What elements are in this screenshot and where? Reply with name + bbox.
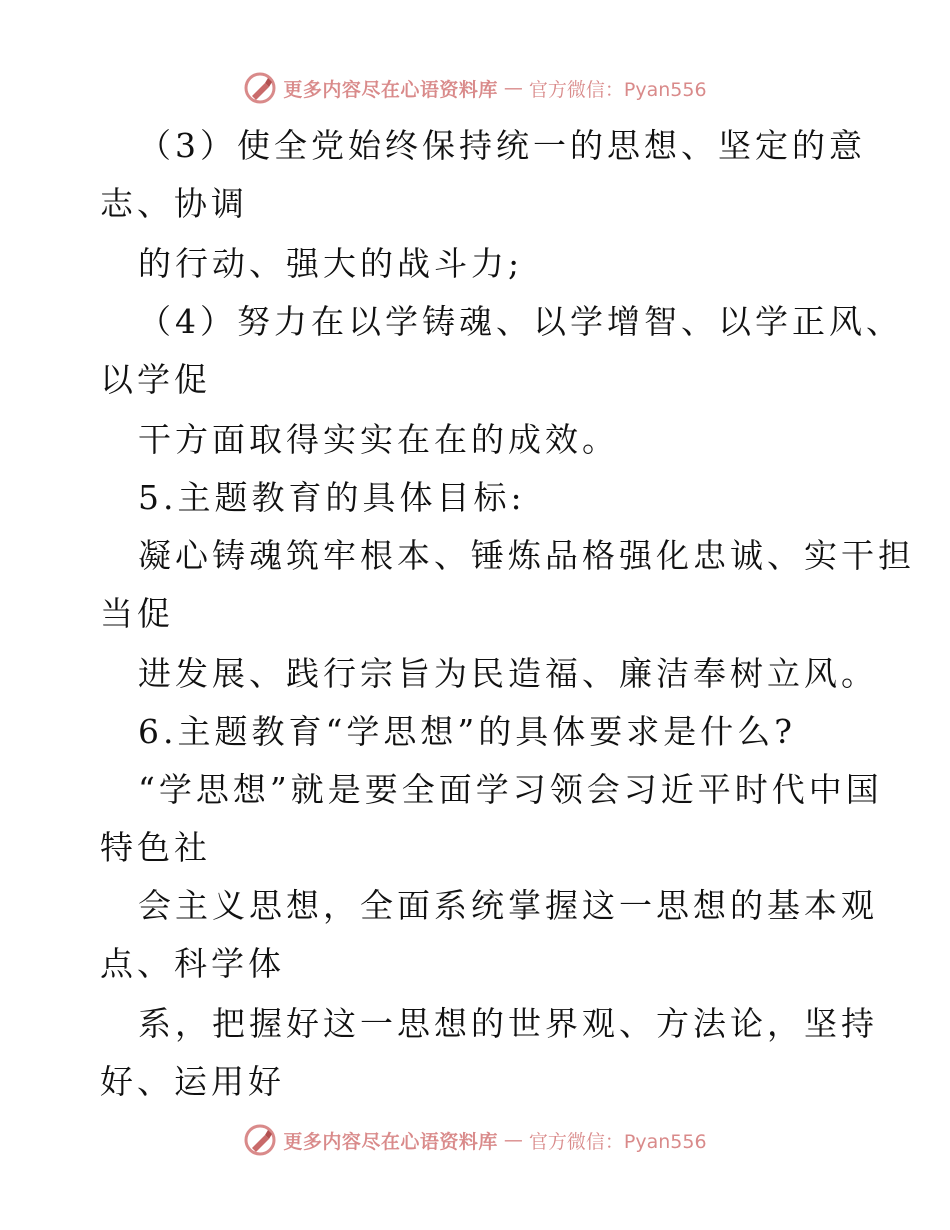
text-line: 凝心铸魂筑牢根本、锤炼品格强化忠诚、实干担: [138, 536, 915, 575]
pen-logo-icon: [243, 1123, 277, 1157]
text-line: 当促: [100, 594, 174, 633]
text-line: 系，把握好这一思想的世界观、方法论，坚持: [138, 1004, 878, 1043]
text-line: 会主义思想，全面系统掌握这一思想的基本观: [138, 886, 878, 925]
text-line: 5.主题教育的具体目标:: [138, 478, 526, 517]
text-line: （4）努力在以学铸魂、以学增智、以学正风、: [138, 302, 903, 341]
text-line: （3）使全党始终保持统一的思想、坚定的意: [138, 126, 866, 165]
pen-logo-icon: [243, 71, 277, 105]
banner-dash: —: [503, 77, 523, 99]
header-watermark-banner: [0, 68, 950, 108]
text-line: 点、科学体: [100, 944, 285, 983]
text-line: 好、运用好: [100, 1062, 285, 1101]
banner-wechat-text: 官方微信：Pyan556: [528, 78, 707, 101]
banner-brand-text: 更多内容尽在心语资料库: [283, 1130, 498, 1153]
text-line: 干方面取得实实在在的成效。: [138, 420, 619, 459]
text-line: 6.主题教育“学思想”的具体要求是什么?: [138, 712, 796, 751]
banner-wechat-text: 官方微信：Pyan556: [528, 1130, 707, 1153]
text-line: 以学促: [100, 360, 211, 399]
text-line: 特色社: [100, 828, 211, 867]
text-line: 的行动、强大的战斗力;: [138, 244, 524, 283]
banner-dash: —: [503, 1129, 523, 1151]
text-line: 志、协调: [100, 184, 248, 223]
text-line: “学思想”就是要全面学习领会习近平时代中国: [138, 770, 883, 809]
footer-watermark-banner: [0, 1120, 950, 1160]
text-line: 进发展、践行宗旨为民造福、廉洁奉树立风。: [138, 654, 878, 693]
banner-brand-text: 更多内容尽在心语资料库: [283, 78, 498, 101]
